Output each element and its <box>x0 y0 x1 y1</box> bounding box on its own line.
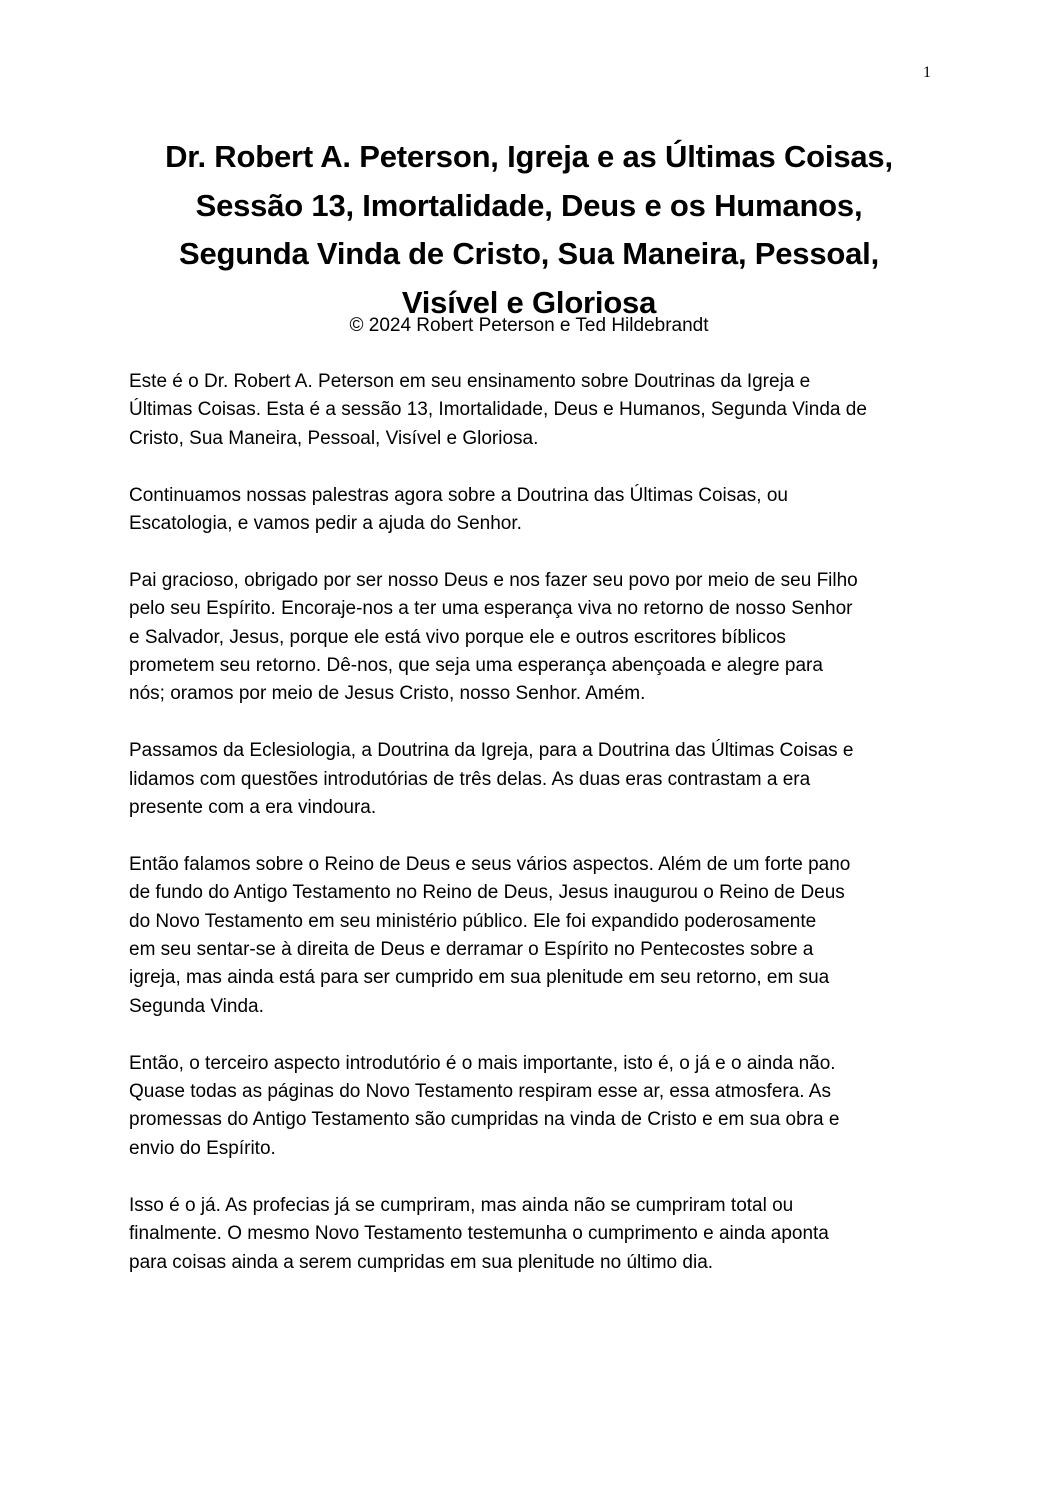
text-line: envio do Espírito. <box>129 1137 276 1159</box>
text-line: Cristo, Sua Maneira, Pessoal, Visível e Gloriosa. <box>129 427 539 449</box>
text-line: para coisas ainda a serem cumpridas em sua plenitude no último dia. <box>129 1251 714 1273</box>
text-line: em seu sentar-se à direita de Deus e derramar o Espírito no Pentecostes sobre a <box>129 939 814 961</box>
text-line: Pai gracioso, obrigado por ser nosso Deus e nos fazer seu povo por meio de seu Filho <box>129 569 858 591</box>
text-line: Isso é o já. As profecias já se cumpriram, mas ainda não se cumpriram total ou <box>129 1194 794 1216</box>
text-line: lidamos com questões introdutórias de três delas. As duas eras contrastam a era <box>129 768 811 790</box>
paragraph-prayer <box>129 567 949 709</box>
text-line: de fundo do Antigo Testamento no Reino de Deus, Jesus inaugurou o Reino de Deus <box>129 882 845 904</box>
paragraph-ecclesiology <box>129 737 949 822</box>
text-line: Então falamos sobre o Reino de Deus e seus vários aspectos. Além de um forte pano <box>129 853 851 875</box>
text-line: nós; oramos por meio de Jesus Cristo, nosso Senhor. Amém. <box>129 683 646 705</box>
document-title <box>100 133 958 327</box>
title-line: Visível e Gloriosa <box>401 284 657 320</box>
text-line: promessas do Antigo Testamento são cumpridas na vinda de Cristo e em sua obra e <box>129 1109 840 1131</box>
text-line: e Salvador, Jesus, porque ele está vivo porque ele e outros escritores bíblicos <box>129 626 786 648</box>
text-line: prometem seu retorno. Dê-nos, que seja uma esperança abençoada e alegre para <box>129 655 823 677</box>
title-line: Segunda Vinda de Cristo, Sua Maneira, Pessoal, <box>178 236 879 271</box>
title-line: Sessão 13, Imortalidade, Deus e os Humanos, <box>195 187 863 223</box>
text-line: igreja, mas ainda está para ser cumprido em sua plenitude em seu retorno, em sua <box>129 967 830 989</box>
text-line: pelo seu Espírito. Encoraje-nos a ter uma esperança viva no retorno de nosso Senhor <box>129 598 853 620</box>
text-line: Continuamos nossas palestras agora sobre a Doutrina das Últimas Coisas, ou <box>129 484 788 506</box>
page-number: 1 <box>923 64 931 81</box>
title-line: Dr. Robert A. Peterson, Igreja e as Últimas Coisas, <box>165 139 893 174</box>
text-line: Então, o terceiro aspecto introdutório é o mais importante, isto é, o já e o ainda não. <box>129 1052 836 1074</box>
paragraph-fulfillment <box>129 1192 949 1277</box>
paragraph-already-not-yet <box>129 1050 949 1164</box>
copyright-notice: © 2024 Robert Peterson e Ted Hildebrandt <box>349 315 709 336</box>
text-line: presente com a era vindoura. <box>129 797 377 819</box>
paragraph-continuation <box>129 482 949 539</box>
text-line: Este é o Dr. Robert A. Peterson em seu ensinamento sobre Doutrinas da Igreja e <box>129 371 811 392</box>
text-line: finalmente. O mesmo Novo Testamento testemunha o cumprimento e ainda aponta <box>129 1223 829 1245</box>
paragraph-introduction <box>129 368 949 453</box>
text-line: Passamos da Eclesiologia, a Doutrina da Igreja, para a Doutrina das Últimas Coisas e <box>129 740 854 762</box>
text-line: Últimas Coisas. Esta é a sessão 13, Imortalidade, Deus e Humanos, Segunda Vinda de <box>129 399 867 421</box>
text-line: Quase todas as páginas do Novo Testamento respiram esse ar, essa atmosfera. As <box>129 1081 831 1103</box>
text-line: do Novo Testamento em seu ministério público. Ele foi expandido poderosamente <box>129 910 817 932</box>
text-line: Segunda Vinda. <box>129 995 264 1017</box>
document-body <box>129 368 949 1305</box>
paragraph-kingdom <box>129 851 949 1021</box>
text-line: Escatologia, e vamos pedir a ajuda do Senhor. <box>129 513 522 535</box>
